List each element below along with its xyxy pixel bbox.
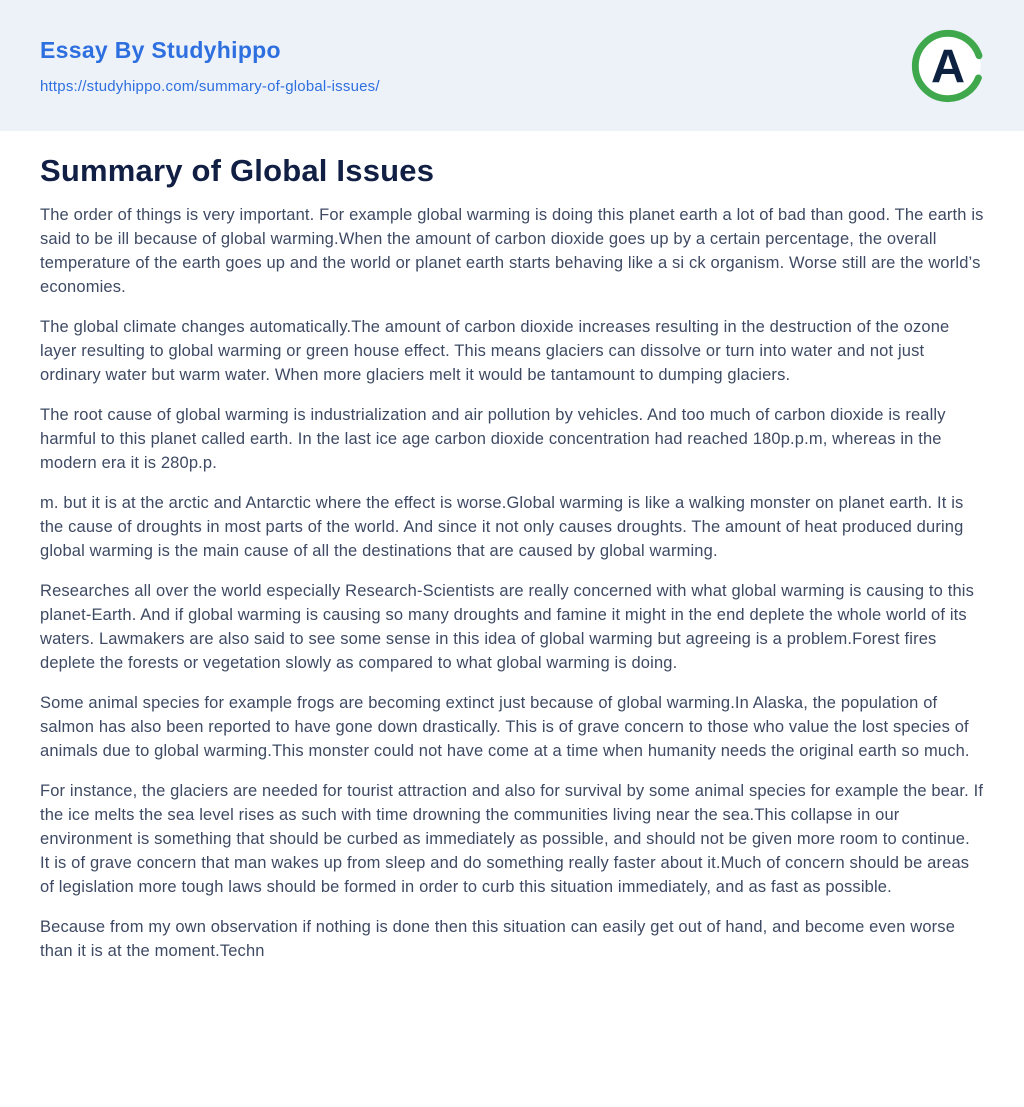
essay-paragraph: The global climate changes automatically.The amount of carbon dioxide increases resulting in the destruction of the ozone layer resulting to global warming or green house effect. This means glaciers can dissolve or turn into water and not just ordinary water but warm water. When more glaciers melt it would be tantamount to dumping glaciers. [40, 318, 950, 384]
essay-paragraph: For instance, the glaciers are needed for tourist attraction and also for survival by some animal species for example the bear. If the ice melts the sea level rises as such with time drowning the communities living near the sea.This collapse in our environment is something that should be curbed as immediately as possible, and should not be given more room to continue. It is of grave concern that man wakes up from sleep and do something really faster about it.Much of concern should be areas of legislation more tough laws should be formed in order to curb this situation immediately, and as fast as possible. [40, 782, 984, 896]
source-url-link[interactable]: https://studyhippo.com/summary-of-global-issues/ [40, 77, 380, 95]
essay-paragraph: Because from my own observation if nothing is done then this situation can easily get out of hand, and become even worse than it is at the moment.Techn [40, 918, 956, 960]
essay-body [40, 203, 984, 963]
essay-content [0, 131, 1024, 963]
page-header [0, 0, 1024, 131]
essay-paragraph: m. but it is at the arctic and Antarctic where the effect is worse.Global warming is like a walking monster on planet earth. It is the cause of droughts in most parts of the world. And since it not only causes droughts. The amount of heat produced during global warming is the main cause of all the destinations that are caused by global warming. [40, 494, 964, 560]
studyhippo-logo-icon [910, 28, 986, 104]
essay-paragraph: Researches all over the world especially Research-Scientists are really concerned with what global warming is causing to this planet-Earth. And if global warming is causing so many droughts and famine it might in the end deplete the whole world of its waters. Lawmakers are also said to see some sense in this idea of global warming but agreeing is a problem.Forest fires deplete the forests or vegetation slowly as compared to what global warming is doing. [40, 582, 975, 672]
header-text-block [40, 37, 380, 95]
essay-paragraph: The root cause of global warming is industrialization and air pollution by vehicles. And too much of carbon dioxide is really harmful to this planet called earth. In the last ice age carbon dioxide concentration had reached 180p.p.m, whereas in the modern era it is 280p.p. [40, 406, 946, 472]
essay-title: Summary of Global Issues [40, 153, 435, 188]
essay-paragraph: The order of things is very important. For example global warming is doing this planet earth a lot of bad than good. The earth is said to be ill because of global warming.When the amount of carbon dioxide goes up by a certain percentage, the overall temperature of the earth goes up and the world or planet earth starts behaving like a si ck organism. Worse still are the world’s economies. [40, 206, 984, 296]
essay-paragraph: Some animal species for example frogs are becoming extinct just because of global warming.In Alaska, the population of salmon has also been reported to have gone down drastically. This is of grave concern to those who value the lost species of animals due to global warming.This monster could not have come at a time when humanity needs the original earth so much. [40, 694, 970, 760]
svg-text:A: A [930, 39, 966, 93]
site-title: Essay By Studyhippo [40, 36, 281, 63]
